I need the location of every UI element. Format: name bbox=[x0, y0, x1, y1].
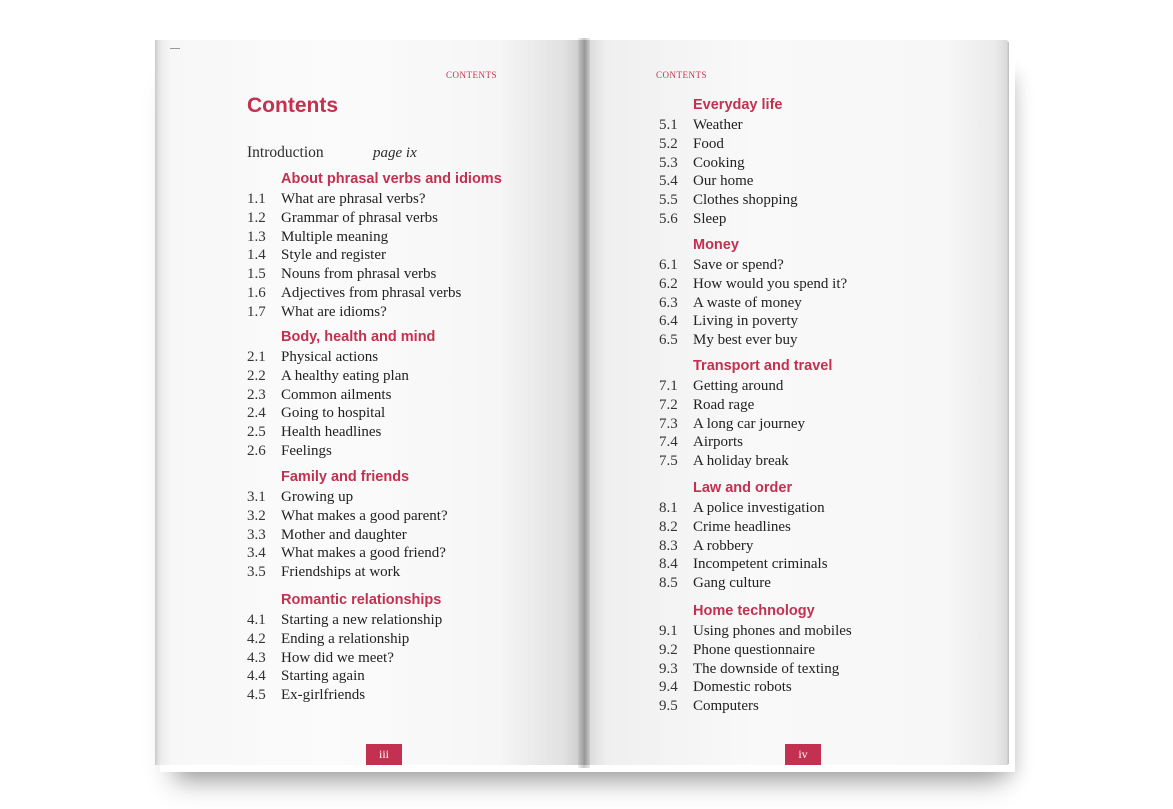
entry-number: 7.4 bbox=[659, 434, 678, 451]
toc-entry bbox=[659, 574, 792, 593]
toc-entry bbox=[659, 116, 782, 135]
entry-title: Nouns from phrasal verbs bbox=[281, 266, 437, 283]
entry-title: How would you spend it? bbox=[693, 275, 848, 292]
entry-title: Incompetent criminals bbox=[693, 556, 828, 573]
section-transport-travel bbox=[659, 356, 832, 471]
entry-number: 9.3 bbox=[659, 660, 678, 677]
entry-title: Road rage bbox=[693, 396, 755, 413]
toc-entry bbox=[247, 667, 441, 686]
section-title: Money bbox=[693, 237, 739, 253]
section-about-phrasal-verbs bbox=[247, 169, 502, 322]
entry-number: 5.2 bbox=[659, 135, 678, 152]
entry-title: Style and register bbox=[281, 247, 386, 264]
entry-number: 3.3 bbox=[247, 526, 266, 543]
entry-title: Mother and daughter bbox=[281, 526, 407, 543]
toc-entry bbox=[247, 265, 502, 284]
intro-label: Introduction bbox=[247, 144, 324, 161]
toc-entry bbox=[659, 555, 828, 574]
toc-entry bbox=[247, 563, 409, 582]
section-body-health-mind bbox=[247, 327, 435, 461]
entry-title: A police investigation bbox=[693, 500, 825, 516]
toc-entry bbox=[247, 303, 502, 322]
entry-title: Getting around bbox=[693, 378, 784, 394]
toc-entry bbox=[659, 415, 832, 434]
entry-number: 6.1 bbox=[659, 257, 678, 273]
entry-title: A robbery bbox=[693, 537, 754, 554]
entry-title: Grammar of phrasal verbs bbox=[281, 209, 439, 226]
entry-title: Feelings bbox=[281, 442, 332, 459]
entry-title: Ending a relationship bbox=[281, 630, 410, 647]
toc-entry bbox=[659, 396, 832, 415]
toc-entry bbox=[247, 209, 502, 228]
toc-entry bbox=[247, 544, 446, 563]
entry-number: 7.2 bbox=[659, 396, 678, 413]
entry-number: 8.4 bbox=[659, 556, 678, 573]
toc-entry bbox=[659, 622, 852, 641]
toc-entry bbox=[247, 367, 435, 386]
entry-number: 4.3 bbox=[247, 649, 266, 666]
toc-entry bbox=[247, 348, 435, 367]
entry-title: Physical actions bbox=[281, 349, 379, 365]
toc-entry bbox=[247, 228, 502, 247]
toc-entry bbox=[247, 630, 441, 649]
entry-title: A holiday break bbox=[693, 453, 789, 470]
section-home-technology bbox=[659, 601, 852, 716]
book-spine bbox=[578, 38, 590, 768]
toc-entry bbox=[659, 172, 782, 191]
entry-number: 1.5 bbox=[247, 266, 266, 283]
entry-title: Growing up bbox=[281, 489, 354, 505]
section-money bbox=[659, 235, 848, 350]
entry-number: 4.1 bbox=[247, 612, 266, 628]
toc-entry bbox=[659, 452, 832, 471]
section-title: Family and friends bbox=[281, 469, 410, 485]
toc-entry bbox=[659, 154, 782, 173]
entry-number: 5.3 bbox=[659, 154, 678, 171]
page-title: Contents bbox=[247, 94, 338, 117]
entry-number: 2.5 bbox=[247, 424, 266, 441]
section-title: Law and order bbox=[693, 480, 793, 496]
entry-title: How did we meet? bbox=[281, 649, 394, 666]
entry-title: Crime headlines bbox=[693, 518, 791, 535]
toc-entry bbox=[247, 611, 441, 630]
entry-title: Friendships at work bbox=[281, 564, 401, 581]
toc-entry bbox=[659, 678, 815, 697]
entry-number: 3.2 bbox=[247, 507, 266, 524]
entry-title: Using phones and mobiles bbox=[693, 623, 852, 639]
right-page-edge bbox=[1006, 42, 1009, 764]
entry-number: 6.2 bbox=[659, 275, 678, 292]
entry-title: Cooking bbox=[693, 154, 745, 171]
entry-number: 9.5 bbox=[659, 698, 678, 715]
entry-number: 4.5 bbox=[247, 687, 266, 704]
toc-entry bbox=[247, 190, 502, 209]
entry-number: 8.2 bbox=[659, 518, 678, 535]
toc-entry bbox=[659, 312, 798, 331]
section-romantic-relationships bbox=[247, 590, 441, 705]
toc-entry bbox=[247, 423, 435, 442]
entry-title: Starting again bbox=[281, 668, 365, 685]
entry-number: 8.1 bbox=[659, 500, 678, 516]
entry-title: What makes a good friend? bbox=[281, 545, 446, 562]
page-number-left: iii bbox=[366, 744, 402, 765]
toc-entry bbox=[247, 404, 435, 423]
entry-number: 1.2 bbox=[247, 209, 266, 226]
entry-title: Domestic robots bbox=[693, 679, 792, 696]
entry-title: Food bbox=[693, 135, 724, 152]
section-everyday-life bbox=[659, 95, 798, 229]
entry-title: My best ever buy bbox=[693, 332, 798, 349]
entry-number: 5.4 bbox=[659, 173, 678, 190]
entry-number: 3.1 bbox=[247, 489, 266, 505]
entry-number: 1.1 bbox=[247, 191, 266, 207]
toc-entry bbox=[659, 191, 798, 210]
left-page-edge bbox=[155, 40, 159, 765]
entry-title: Ex-girlfriends bbox=[281, 687, 366, 704]
entry-number: 3.5 bbox=[247, 564, 266, 581]
entry-number: 8.5 bbox=[659, 575, 678, 592]
entry-number: 1.4 bbox=[247, 247, 266, 264]
entry-number: 5.1 bbox=[659, 117, 678, 133]
entry-number: 9.2 bbox=[659, 641, 678, 658]
entry-number: 9.1 bbox=[659, 623, 678, 639]
toc-entry bbox=[659, 537, 792, 556]
toc-entry bbox=[659, 433, 832, 452]
entry-number: 6.4 bbox=[659, 313, 678, 330]
entry-number: 6.5 bbox=[659, 332, 678, 349]
section-family-friends bbox=[247, 467, 448, 582]
crop-mark bbox=[170, 48, 180, 49]
toc-entry bbox=[247, 284, 502, 303]
entry-title: Going to hospital bbox=[281, 405, 386, 422]
entry-number: 5.5 bbox=[659, 192, 678, 209]
entry-title: Health headlines bbox=[281, 424, 382, 441]
running-head-left: contents bbox=[446, 66, 497, 81]
toc-entry bbox=[247, 246, 502, 265]
entry-title: What are idioms? bbox=[281, 303, 387, 320]
entry-title: Airports bbox=[693, 434, 743, 451]
entry-title: Save or spend? bbox=[693, 257, 784, 273]
entry-title: Adjectives from phrasal verbs bbox=[281, 284, 462, 301]
section-law-order bbox=[659, 478, 828, 593]
entry-title: Living in poverty bbox=[693, 313, 798, 330]
toc-entry bbox=[247, 686, 441, 705]
toc-entry bbox=[659, 210, 782, 229]
toc-entry bbox=[659, 697, 815, 716]
toc-entry bbox=[659, 294, 802, 313]
section-title: Everyday life bbox=[693, 97, 783, 113]
entry-title: A healthy eating plan bbox=[281, 367, 409, 384]
section-title: Transport and travel bbox=[693, 358, 833, 374]
toc-entry bbox=[659, 641, 815, 660]
toc-entry bbox=[247, 386, 435, 405]
entry-number: 2.1 bbox=[247, 349, 266, 365]
entry-number: 1.3 bbox=[247, 228, 266, 245]
intro-page-ref: page ix bbox=[373, 145, 417, 161]
entry-title: Gang culture bbox=[693, 575, 771, 592]
toc-entry bbox=[659, 275, 848, 294]
entry-title: Our home bbox=[693, 173, 754, 190]
entry-number: 4.2 bbox=[247, 630, 266, 647]
entry-title: Computers bbox=[693, 698, 759, 715]
entry-title: Sleep bbox=[693, 210, 727, 227]
entry-number: 2.6 bbox=[247, 442, 266, 459]
section-title: Body, health and mind bbox=[281, 329, 436, 345]
entry-number: 3.4 bbox=[247, 545, 266, 562]
entry-number: 4.4 bbox=[247, 668, 266, 685]
entry-title: Weather bbox=[693, 117, 743, 133]
toc-entry bbox=[247, 649, 441, 668]
section-title: About phrasal verbs and idioms bbox=[281, 171, 502, 187]
entry-title: Phone questionnaire bbox=[693, 641, 816, 658]
toc-entry bbox=[659, 331, 798, 350]
entry-number: 1.6 bbox=[247, 284, 266, 301]
toc-entry bbox=[659, 377, 832, 396]
entry-title: Starting a new relationship bbox=[281, 612, 443, 628]
toc-entry bbox=[247, 442, 435, 461]
entry-number: 7.5 bbox=[659, 453, 678, 470]
entry-number: 2.2 bbox=[247, 367, 266, 384]
entry-title: A long car journey bbox=[693, 415, 806, 432]
entry-title: Multiple meaning bbox=[281, 228, 389, 245]
entry-number: 9.4 bbox=[659, 679, 678, 696]
intro-entry bbox=[247, 144, 417, 162]
entry-title: What makes a good parent? bbox=[281, 507, 448, 524]
toc-entry bbox=[659, 135, 782, 154]
toc-entry bbox=[659, 518, 792, 537]
entry-title: Common ailments bbox=[281, 386, 392, 403]
entry-number: 7.3 bbox=[659, 415, 678, 432]
running-head-right: contents bbox=[656, 66, 707, 81]
page-number-right: iv bbox=[785, 744, 821, 765]
entry-title: A waste of money bbox=[693, 294, 802, 311]
entry-number: 1.7 bbox=[247, 303, 266, 320]
entry-number: 2.4 bbox=[247, 405, 266, 422]
entry-number: 2.3 bbox=[247, 386, 266, 403]
entry-title: The downside of texting bbox=[693, 660, 840, 677]
toc-entry bbox=[247, 507, 448, 526]
entry-title: What are phrasal verbs? bbox=[281, 191, 426, 207]
toc-entry bbox=[659, 499, 825, 518]
entry-number: 5.6 bbox=[659, 210, 678, 227]
toc-entry bbox=[247, 488, 409, 507]
toc-entry bbox=[659, 256, 784, 275]
entry-number: 6.3 bbox=[659, 294, 678, 311]
section-title: Romantic relationships bbox=[281, 592, 442, 608]
entry-title: Clothes shopping bbox=[693, 192, 798, 209]
toc-entry bbox=[659, 660, 840, 679]
entry-number: 7.1 bbox=[659, 378, 678, 394]
toc-entry bbox=[247, 526, 409, 545]
section-title: Home technology bbox=[693, 603, 815, 619]
entry-number: 8.3 bbox=[659, 537, 678, 554]
